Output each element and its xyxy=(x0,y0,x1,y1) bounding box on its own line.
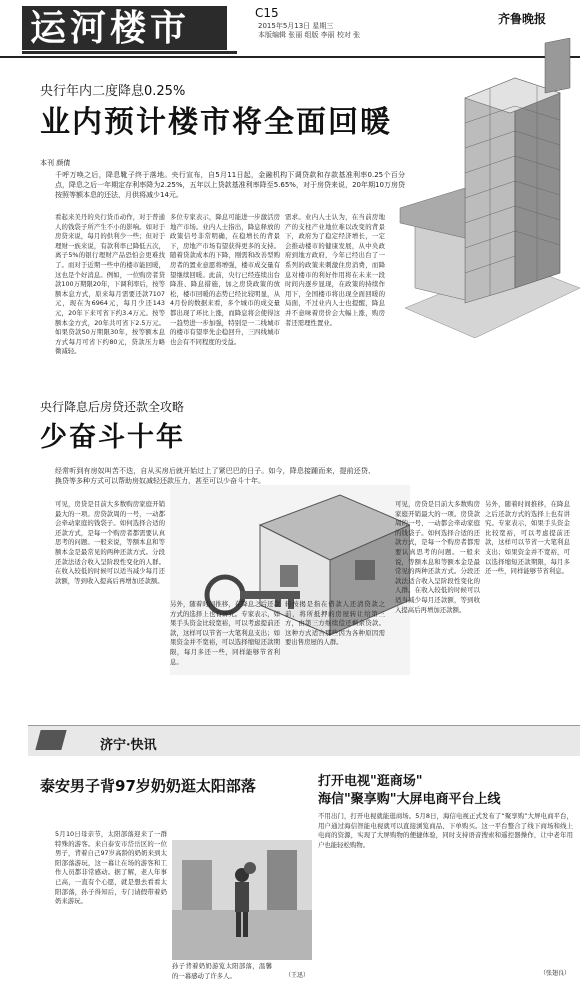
article2-lead: 经常听到有房奴叫苦不迭，自从买房后就开始过上了紧巴巴的日子。如今，降息接踵而来，提前还贷、换贷等多种方式可以帮助房奴减轻还款压力，甚至可以少奋斗十年。 xyxy=(55,467,375,485)
brief2-text: 不用出门，打开电视就能逛商场。5月8日，海信电视正式发布了“聚享购”大屏电商平台，用户通过海信智能电视就可以直接浏览商品、下单购买。这一平台整合了线下商场和线上电商的资源，实现了大屏购物的便捷体验，同时支持语音搜索和遥控器操作，让中老年用户也能轻松购物。 xyxy=(318,812,573,849)
dateline-editors: 本版编辑 张丽 组版 李丽 校对 张 xyxy=(258,31,361,39)
article2-column-1: 可见，房贷是目前大多数购房家庭开销最大的一项。房贷款周的一号，一动都会牵动家庭的钱袋子。如何选择合适的还款方式，是每一个购房者都需要认真思考的问题。一般来说，等额本息和等额本金是最常见的两种还款方式。分段还款法适合收入呈阶段性变化的人群。在收入较低的时候可以适当减少每月还款额，等到收入提高后再增加还款额。 xyxy=(55,500,165,585)
brief1-headline: 泰安男子背97岁奶奶逛太阳部落 xyxy=(40,777,256,795)
section-logo: 运河楼市 xyxy=(22,6,227,50)
article2-column-2: 另外，随着时间推移，在降息之后还款方式的选择上也有讲究。专家表示，如果手头资金比较宽裕，可以考虑提前还款，这样可以节省一大笔利息支出；如果资金并不宽裕，可以选择缩短还款期限，每月多还一些，同样能够节省利息。 xyxy=(170,600,280,666)
dateline-date: 2015年5月13日 星期三 xyxy=(258,22,334,30)
brief2-headline-2: 海信"聚享购"大屏电商平台上线 xyxy=(318,792,501,807)
building-illustration xyxy=(395,38,580,338)
article1-column-1: 看起来美丹的央行货币动作，对于普通人的钱袋子所产生不小的影响。如对于房贷来说，每月的供利少一些；但对于理财一族来说，有款利率已降低五次，离子5%的银行理财产品恐怕会更难找了。而对于近期一些中的楼市能回暖，这也是个好消息。例如，一位购房者贷款100万期限20年，下调利率后，按等额本息方式，原来每月需要还款7107元，现在为6964元，每月少还143元，20年下来可省下约3.4万元。按等额本金方式，20年共可省下2.5万元。如果贷款50万期限30年，按等额本息方式每月可省下约80元，贷款压力略微减轻。 xyxy=(55,213,165,356)
man-carrying-grandmother-photo xyxy=(172,840,312,960)
page-number: C15 xyxy=(255,6,279,20)
dateline xyxy=(258,22,360,40)
article1-headline: 业内预计楼市将全面回暖 xyxy=(40,105,392,140)
paper-name: 齐鲁晚报 xyxy=(498,12,547,26)
brief2-headline-1: 打开电视"逛商场" xyxy=(318,774,423,789)
brief1-text: 5月10日母亲节，太阳部落迎来了一群特殊的游客。来自泰安市岱岳区的一位男子，背着自己97岁高龄的奶奶来到太阳部落游玩，这一幕让在场的游客和工作人员都非常感动。据了解，老人年事已高，一直有个心愿，就是想去看看太阳部落，孙子得知后，专门请假带着奶奶来游玩。 xyxy=(55,830,167,906)
article1-byline: 本刊 颜倩 xyxy=(40,159,71,167)
article1-column-3: 需求。业内人士认为，在当前房地产的支柱产业地位难以改变的背景下，政府为了稳定经济增长，一定会推动楼市的健康发展，从中央政府到地方政府，今年已经出台了一系列的政策来刺激住房消费，而降息对楼市的利好作用将在未来一段时间内逐步显现，在政策的持续作用下，全国楼市将出现全面回暖的局面，不过业内人士也提醒，降息并不意味着房价会大幅上涨，购房者还需理性置业。 xyxy=(285,213,385,327)
article1-lead: 千呼万唤之后，降息靴子终于落地。央行宣布，自5月11日起，金融机构下调贷款和存款基准利率0.25个百分点，降息之后一年期定存利率降为2.25%，五年以上贷款基准利率降至5.65%，对于房贷来说，20年期10万房贷按照等额本息的还法，月供将减少14元。 xyxy=(55,171,405,199)
brief1-caption: 孙子背着奶奶游览太阳部落，温馨的一幕感动了许多人。 xyxy=(172,962,272,980)
brief2-credit: （张翅良） xyxy=(540,970,571,977)
banner-label: 济宁·快讯 xyxy=(100,738,157,753)
article2-headline: 少奋斗十年 xyxy=(40,422,185,453)
figure-note: （王迅） xyxy=(285,972,310,979)
banner-marker xyxy=(35,730,66,750)
article1-kicker: 央行年内二度降息0.25% xyxy=(40,84,186,99)
article1-column-2: 多位专家表示，降息可能进一步激活房地产市场。业内人士指出，降息释放的政策信号非常明确，在稳增长的背景下，房地产市场有望获得更多的支持。随着贷款成本的下降，刚需和改善型购房者的置业意愿将增强，楼市成交量有望继续回暖。此前，央行已经连续出台降准、降息措施，加之房贷政策的放松，楼市回暖的态势已经比较明显，从4月份的数据来看，多个城市的成交量都出现了环比上涨，而降息将会使得这一趋势进一步加强，特别是一二线城市的楼市有望率先企稳回升，三四线城市也会有不同程度的受益。 xyxy=(170,213,280,346)
article2-kicker: 央行降息后房贷还款全攻略 xyxy=(40,400,185,414)
article2-column-4: 可见，房贷是目前大多数购房家庭开销最大的一项。房贷款周的一号，一动都会牵动家庭的钱袋子。如何选择合适的还款方式，是每一个购房者都需要认真思考的问题。一般来说，等额本息和等额本金是最常见的两种还款方式。分段还款法适合收入呈阶段性变化的人群。在收入较低的时候可以适当减少每月还款额，等到收入提高后再增加还款额。 xyxy=(395,500,480,614)
article2-column-3: 转按揭是指在借款人还清贷款之前，将所抵押的房屋转让给第三方，由第三方继续偿还剩余贷款。这种方式适合那些因为各种原因需要出售房屋的人群。 xyxy=(285,600,385,647)
article2-column-5: 另外，随着时间推移，在降息之后还款方式的选择上也有讲究。专家表示，如果手头资金比较宽裕，可以考虑提前还款，这样可以节省一大笔利息支出；如果资金并不宽裕，可以选择缩短还款期限，每月多还一些，同样能够节省利息。 xyxy=(485,500,570,576)
